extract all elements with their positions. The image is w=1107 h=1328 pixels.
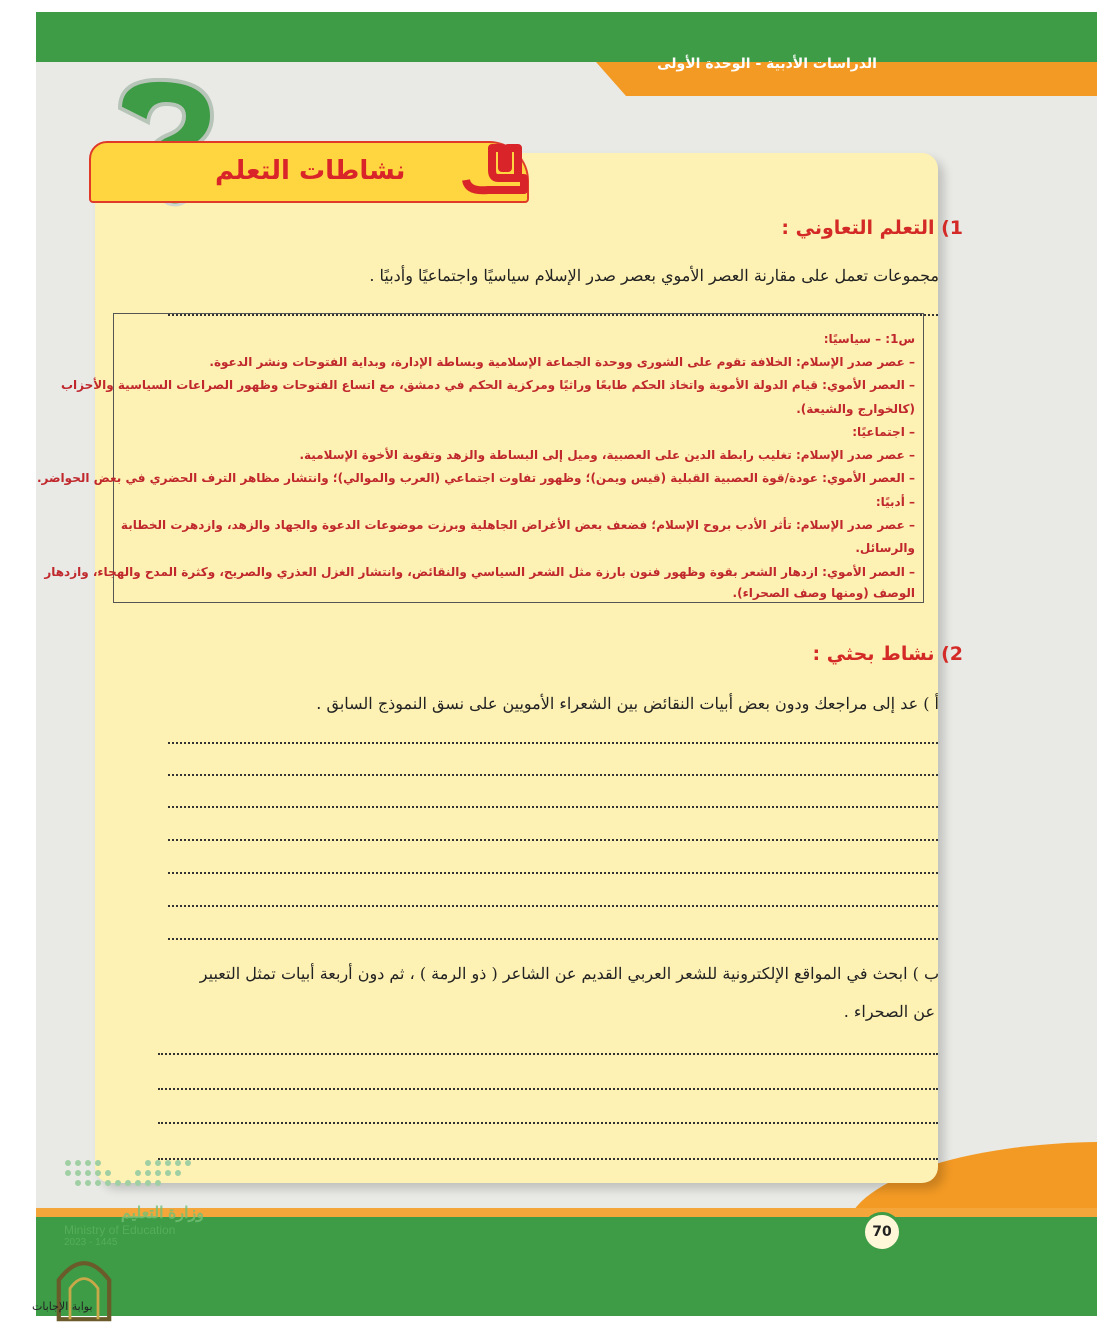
top-green-band	[36, 12, 1097, 62]
ministry-name-ar: وزارة التعليم	[120, 1205, 204, 1222]
answer-line[interactable]	[158, 1088, 938, 1090]
answer-line-11: – العصر الأموي: ازدهار الشعر بقوة وظهور فنون بارزة مثل الشعر السياسي والنقائض، وانتشار الغزل العذري والصريح، وكثرة المدح والهجاء، وازدهار	[44, 565, 915, 579]
activity2-part-a: أ ) عد إلى مراجعك ودون بعض أبيات النقائض بين الشعراء الأمويين على نسق النموذج السابق .	[316, 694, 939, 713]
answer-line-1: س1: – سياسيًا:	[823, 332, 915, 346]
answer-line[interactable]	[158, 1158, 938, 1160]
answer-line[interactable]	[168, 905, 938, 907]
answer-line-5: – اجتماعيًا:	[852, 425, 915, 439]
banner-title: نشاطات التعلم	[215, 156, 406, 186]
ministry-logo	[24, 1203, 204, 1248]
answer-line-2: – عصر صدر الإسلام: الخلافة تقوم على الشورى ووحدة الجماعة الإسلامية وبساطة الإدارة، وبداية الفتوحات ونشر الدعوة.	[209, 355, 915, 369]
answer-line[interactable]	[158, 1122, 938, 1124]
ministry-year: 2023 - 1445	[64, 1237, 118, 1248]
answer-line-12: الوصف (ومنها وصف الصحراء).	[732, 586, 915, 600]
answer-line[interactable]	[168, 742, 938, 744]
answer-line[interactable]	[168, 774, 938, 776]
page-number: 70	[862, 1212, 902, 1252]
content-card	[95, 153, 938, 1183]
answer-line-8: – أدبيًا:	[875, 495, 915, 509]
activity-logo-icon	[458, 140, 528, 200]
answer-line-6: – عصر صدر الإسلام: تغليب رابطة الدين على العصبية، وميل إلى البساطة والزهد وتقوية الأخوة الإسلامية.	[299, 448, 915, 462]
activity2-part-b-line2: عن الصحراء .	[843, 1002, 935, 1021]
activity1-prompt: مجموعات تعمل على مقارنة العصر الأموي بعصر صدر الإسلام سياسيًا واجتماعيًا وأدبيًا .	[369, 266, 939, 285]
watermark-text: بوابة الإجابات	[32, 1300, 93, 1313]
ministry-name-en: Ministry of Education	[64, 1223, 176, 1237]
activity2-part-b-line1: ب ) ابحث في المواقع الإلكترونية للشعر العربي القديم عن الشاعر ( ذو الرمة ) ، ثم دون أربعة أبيات تمثل التعبير	[199, 964, 939, 983]
answer-line[interactable]	[168, 806, 938, 808]
answer-line-7: – العصر الأموي: عودة/قوة العصبية القبلية (قيس ويمن)؛ وظهور تفاوت اجتماعي (العرب والموالي)؛ وانتشار مظاهر الترف الحضري في بعض الحواضر.	[36, 471, 915, 485]
unit-title: الدراسات الأدبية - الوحدة الأولى	[657, 56, 877, 72]
answer-line[interactable]	[168, 839, 938, 841]
answer-line-10: والرسائل.	[855, 541, 915, 555]
answer-line[interactable]	[158, 1053, 938, 1055]
answer-line-4: (كالخوارج والشيعة).	[796, 402, 915, 416]
answer-line-3: – العصر الأموي: قيام الدولة الأموية واتخاذ الحكم طابعًا وراثيًا ومركزية الحكم في دمشق، مع اتساع الفتوحات وظهور الصراعات السياسية والأحزاب	[60, 378, 915, 392]
activity1-title: 1) التعلم التعاوني :	[781, 217, 963, 239]
activity2-title: 2) نشاط بحثي :	[812, 643, 963, 665]
decorative-dots	[26, 1143, 206, 1193]
answer-box	[36, 313, 924, 603]
answer-line-9: – عصر صدر الإسلام: تأثر الأدب بروح الإسلام؛ فضعف بعض الأغراض الجاهلية وبرزت موضوعات الدعوة والجهاد والزهد، وازدهرت الخطابة	[120, 518, 915, 532]
answer-line[interactable]	[168, 872, 938, 874]
answer-line[interactable]	[168, 938, 938, 940]
